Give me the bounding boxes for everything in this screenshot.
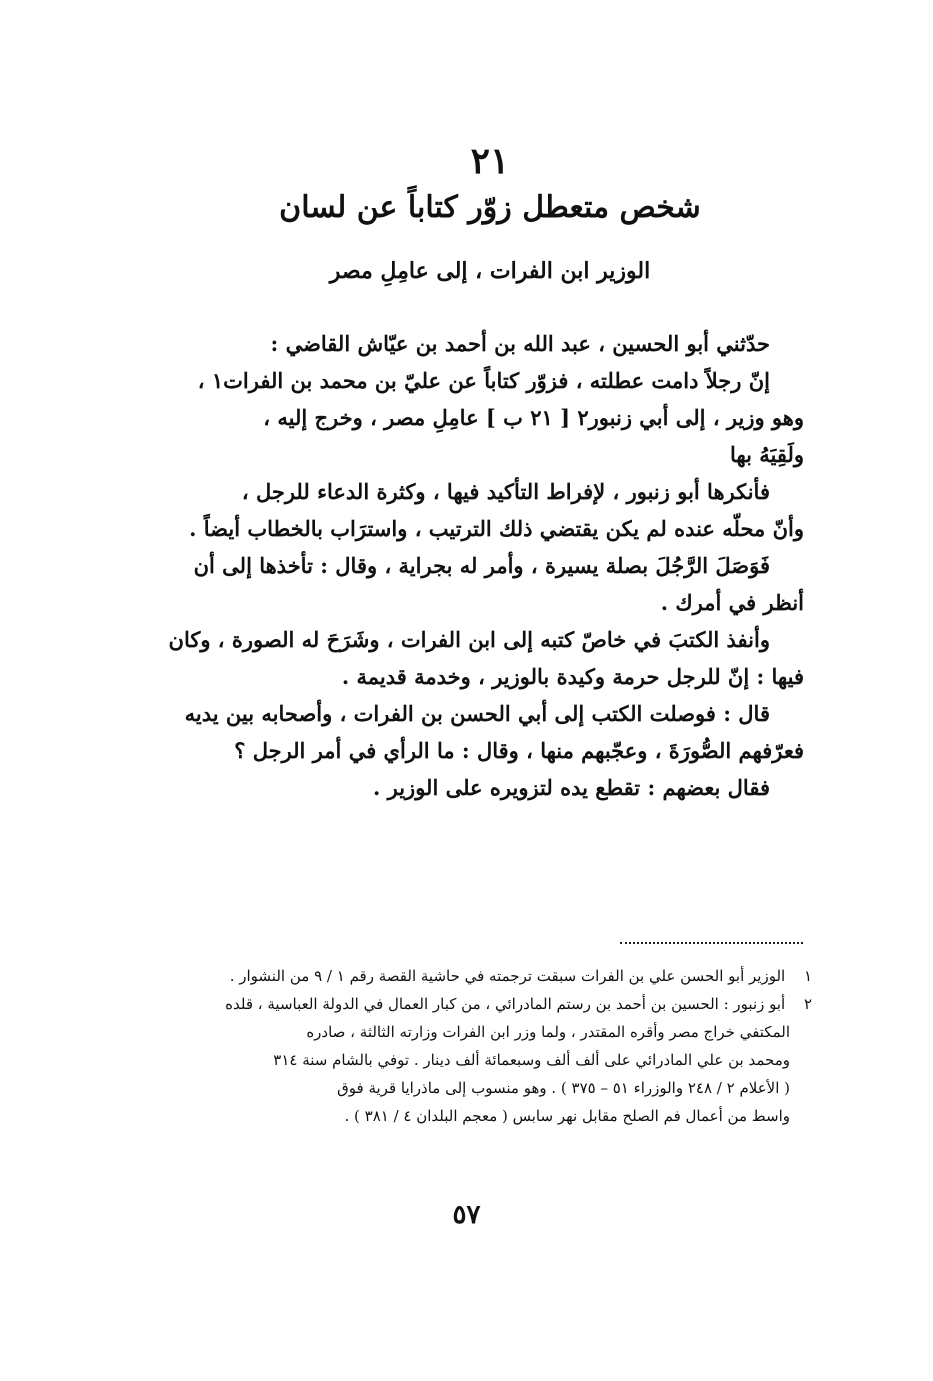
footnote-text: واسط من أعمال فم الصلح مقابل نهر سابس ( معجم البلدان ٤ / ٣٨١ ) . bbox=[344, 1107, 790, 1125]
footnote-text: أبو زنبور : الحسين بن أحمد بن رستم المادرائي ، من كبار العمال في الدولة العباسية ، قلده bbox=[225, 995, 786, 1013]
footnote-2 bbox=[130, 990, 812, 1018]
body-line: أنظر في أمرك . bbox=[660, 590, 804, 615]
body-line: إنّ رجلاً دامت عطلته ، فزوّر كتاباً عن عليّ بن محمد بن الفرات١ ، bbox=[197, 368, 770, 393]
footnote-separator bbox=[620, 942, 803, 944]
body-line: فَوَصَلَ الرَّجُلَ بصلة يسيرة ، وأمر له بجراية ، وقال : تأخذها إلى أن bbox=[193, 553, 770, 578]
footnote-text: الوزير أبو الحسن علي بن الفرات سبقت ترجمته في حاشية القصة رقم ١ / ٩ من النشوار . bbox=[229, 967, 786, 985]
body-line: فقال بعضهم : تقطع يده لتزويره على الوزير . bbox=[373, 775, 770, 800]
footnote-number: ٢ bbox=[803, 995, 812, 1013]
body-line: وأنفذ الكتبَ في خاصّ كتبه إلى ابن الفرات ، وشَرَحَ له الصورة ، وكان bbox=[168, 627, 770, 652]
footnote-1 bbox=[130, 962, 812, 990]
body-line: فعرّفهم الصُّورَةَ ، وعجّبهم منها ، وقال : ما الرأي في أمر الرجل ؟ bbox=[234, 738, 804, 763]
chapter-title: شخص متعطل زوّر كتاباً عن لسان bbox=[279, 190, 701, 225]
chapter-subtitle: الوزير ابن الفرات ، إلى عامِلِ مصر bbox=[329, 258, 651, 284]
body-text bbox=[132, 325, 804, 806]
body-line: فأنكرها أبو زنبور ، لإفراط التأكيد فيها ، وكثرة الدعاء للرجل ، bbox=[241, 479, 770, 504]
footnotes bbox=[130, 962, 812, 1130]
chapter-number: ٢١ bbox=[470, 140, 510, 182]
page-number: ٥٧ bbox=[452, 1200, 481, 1230]
footnote-number: ١ bbox=[803, 967, 812, 985]
footnote-text: المكتفي خراج مصر وأقره المقتدر ، ولما وزر ابن الفرات وزارته الثالثة ، صادره bbox=[306, 1023, 790, 1041]
body-line: حدّثني أبو الحسين ، عبد الله بن أحمد بن عيّاش القاضي : bbox=[270, 331, 770, 356]
body-line: فيها : إنّ للرجل حرمة وكيدة بالوزير ، وخدمة قديمة . bbox=[341, 664, 804, 689]
footnote-text: ( الأعلام ٢ / ٢٤٨ والوزراء ٥١ – ٣٧٥ ) . وهو منسوب إلى ماذرايا قرية فوق bbox=[337, 1079, 790, 1097]
body-line: قال : فوصلت الكتب إلى أبي الحسن بن الفرات ، وأصحابه بين يديه bbox=[184, 701, 770, 726]
body-line: ولَقِيَهُ بها bbox=[730, 442, 804, 467]
body-line: وأنّ محلّه عنده لم يكن يقتضي ذلك الترتيب ، واسترَاب بالخطاب أيضاً . bbox=[189, 516, 804, 541]
body-line: وهو وزير ، إلى أبي زنبور٢ [ ٢١ ب ] عامِلِ مصر ، وخرج إليه ، bbox=[263, 405, 804, 430]
footnote-text: ومحمد بن علي المادرائي على ألف ألف وسبعمائة ألف دينار . توفي بالشام سنة ٣١٤ bbox=[273, 1051, 790, 1069]
